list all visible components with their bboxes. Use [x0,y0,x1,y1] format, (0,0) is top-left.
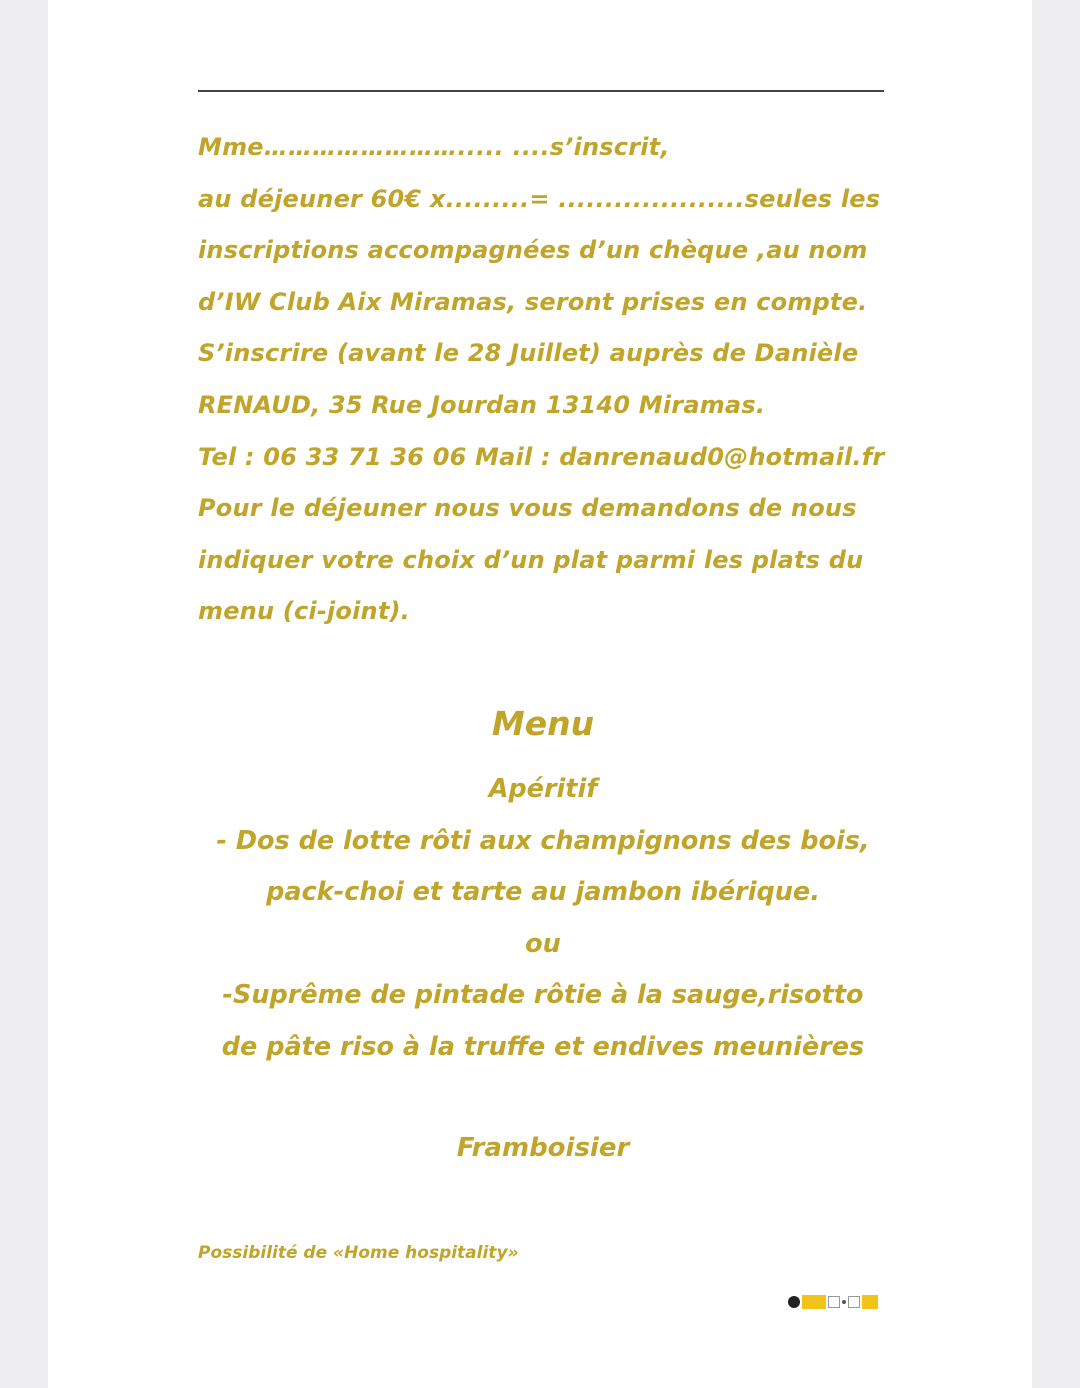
paper-icon [848,1296,860,1308]
menu-line: - Dos de lotte rôti aux champignons des bois, [216,825,870,856]
form-line: d’IW Club Aix Miramas, seront prises en compte. [198,287,868,316]
form-line: inscriptions accompagnées d’un chèque ,au nom [198,236,868,265]
registration-paragraph [198,122,898,638]
menu-line: ou [525,928,561,959]
menu-line: de pâte riso à la truffe et endives meunières [221,1031,865,1062]
form-line: RENAUD, 35 Rue Jourdan 13140 Miramas. [198,390,766,419]
recycling-logo [788,1292,880,1312]
form-line: au déjeuner 60€ x.........= ....................seules les [198,184,881,213]
form-line: S’inscrire (avant le 28 Juillet) auprès de Danièle [198,339,859,368]
form-line: Tel : 06 33 71 36 06 Mail : danrenaud0@hotmail.fr [198,442,885,471]
menu-line: Apéritif [488,774,598,804]
document-page [48,0,1032,1388]
bin-icon [828,1296,840,1308]
menu-dessert: Framboisier [456,1133,630,1163]
dot-icon [842,1300,846,1304]
recycle-icon [788,1296,800,1308]
form-line: menu (ci-joint). [198,597,410,626]
form-line: Mme……………………..... ....s’inscrit, [198,133,670,161]
form-line: indiquer votre choix d’un plat parmi les plats du [198,545,864,574]
menu-line: -Suprême de pintade rôtie à la sauge,risotto [222,980,864,1011]
menu-title: Menu [491,704,595,743]
footer-note: Possibilité de «Home hospitality» [198,1243,519,1263]
form-line: Pour le déjeuner nous vous demandons de nous [198,494,857,523]
menu-line: pack-choi et tarte au jambon ibérique. [266,877,820,908]
menu-items [198,764,888,1074]
header-rule [198,90,884,92]
container-icon [862,1295,878,1309]
label-box-icon [802,1295,826,1309]
